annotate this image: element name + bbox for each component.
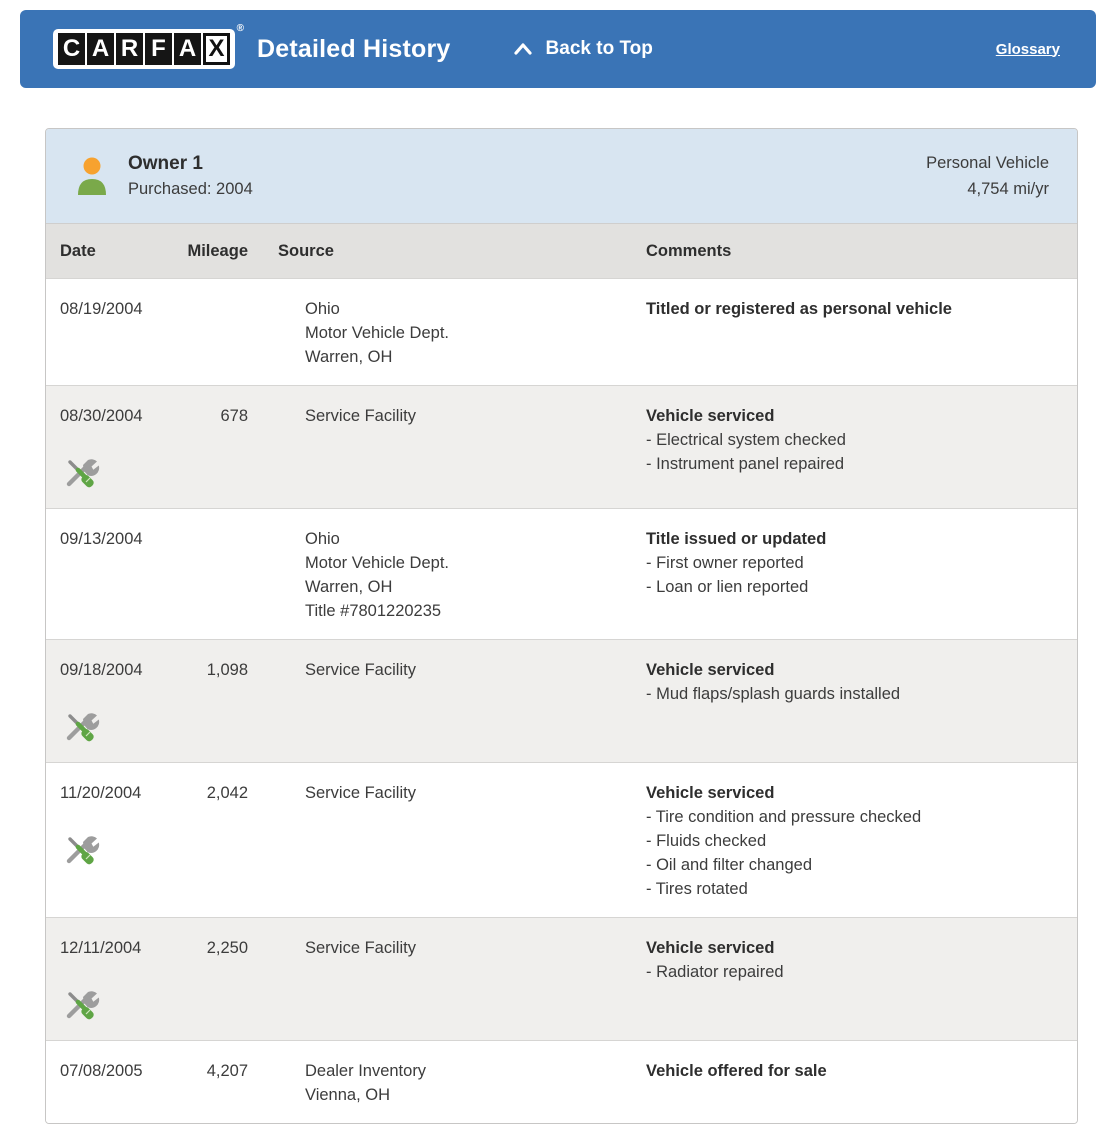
row-source: [260, 404, 630, 492]
service-wrench-icon: [60, 706, 100, 746]
source-line: Vienna, OH: [305, 1086, 390, 1104]
history-row: [46, 762, 1077, 917]
row-mileage: [180, 297, 260, 369]
back-to-top-button[interactable]: [513, 38, 653, 60]
owner-vehicle-type: Personal Vehicle: [926, 154, 1049, 172]
owner-miles-per-year: 4,754 mi/yr: [967, 180, 1049, 198]
row-mileage: 2,042: [206, 784, 248, 802]
back-to-top-label: Back to Top: [545, 38, 653, 59]
page-title: Detailed History: [257, 34, 451, 63]
history-row: [46, 917, 1077, 1040]
comment-detail-line: - Instrument panel repaired: [646, 455, 845, 473]
history-row: [46, 639, 1077, 762]
column-header-mileage: Mileage: [187, 241, 248, 260]
row-date: 09/18/2004: [60, 661, 143, 679]
chevron-up-icon: [513, 42, 533, 56]
row-comment-title: Titled or registered as personal vehicle: [646, 300, 952, 318]
source-line: Service Facility: [305, 407, 416, 425]
row-comment-title: Vehicle serviced: [646, 407, 775, 425]
owner-history-card: [45, 128, 1078, 1124]
comment-detail-line: - Oil and filter changed: [646, 856, 813, 874]
row-date: 08/30/2004: [60, 407, 143, 425]
row-comment-title: Vehicle offered for sale: [646, 1062, 827, 1080]
history-row: [46, 508, 1077, 639]
source-line: Warren, OH: [305, 578, 393, 596]
history-row: [46, 385, 1077, 508]
row-source: [260, 297, 630, 369]
row-source: [260, 781, 630, 901]
comment-detail-line: - First owner reported: [646, 554, 804, 572]
row-date: 08/19/2004: [60, 300, 143, 318]
row-source: [260, 527, 630, 623]
logo-letter: F: [145, 33, 172, 65]
source-line: Service Facility: [305, 939, 416, 957]
row-comment-details: [646, 960, 1077, 984]
row-mileage: [180, 527, 260, 623]
row-comment-title: Vehicle serviced: [646, 661, 775, 679]
source-line: Title #7801220235: [305, 602, 442, 620]
row-source: [260, 1059, 630, 1107]
owner-purchased: Purchased: 2004: [128, 180, 253, 198]
row-date: 09/13/2004: [60, 530, 143, 548]
row-comments: [630, 527, 1077, 623]
row-source: [260, 658, 630, 746]
source-line: Motor Vehicle Dept.: [305, 554, 449, 572]
row-comment-title: Title issued or updated: [646, 530, 827, 548]
row-comments: [630, 936, 1077, 1024]
row-mileage: 2,250: [206, 939, 248, 957]
owner-person-icon: [74, 155, 110, 197]
history-rows: [46, 278, 1077, 1123]
comment-detail-line: - Electrical system checked: [646, 431, 846, 449]
column-header-source: Source: [278, 241, 334, 260]
row-date: 12/11/2004: [60, 939, 142, 957]
row-mileage: 1,098: [206, 661, 248, 679]
logo-letter: A: [87, 33, 114, 65]
comment-detail-line: - Mud flaps/splash guards installed: [646, 685, 901, 703]
service-wrench-icon: [60, 984, 100, 1024]
row-comment-details: [646, 682, 1077, 706]
history-row: [46, 1040, 1077, 1123]
comment-detail-line: - Tire condition and pressure checked: [646, 808, 922, 826]
history-row: [46, 278, 1077, 385]
row-source: [260, 936, 630, 1024]
source-line: Ohio: [305, 300, 340, 318]
registered-trademark-icon: ®: [236, 23, 244, 34]
comment-detail-line: - Radiator repaired: [646, 963, 784, 981]
logo-letter: R: [116, 33, 143, 65]
column-header-date: Date: [60, 241, 96, 260]
service-wrench-icon: [60, 452, 100, 492]
row-date: 11/20/2004: [60, 784, 142, 802]
row-comment-title: Vehicle serviced: [646, 939, 775, 957]
row-comments: [630, 781, 1077, 901]
row-comment-details: [646, 805, 1077, 901]
row-comment-title: Vehicle serviced: [646, 784, 775, 802]
logo-letter: A: [174, 33, 201, 65]
row-mileage: 4,207: [206, 1062, 248, 1080]
comment-detail-line: - Loan or lien reported: [646, 578, 809, 596]
source-line: Motor Vehicle Dept.: [305, 324, 449, 342]
detailed-history-header: [20, 10, 1096, 88]
row-mileage: 678: [220, 407, 248, 425]
row-date: 07/08/2005: [60, 1062, 143, 1080]
row-comments: [630, 404, 1077, 492]
owner-summary-band: [46, 129, 1077, 223]
service-wrench-icon: [60, 829, 100, 869]
source-line: Warren, OH: [305, 348, 393, 366]
logo-letter: C: [58, 33, 85, 65]
glossary-link[interactable]: Glossary: [995, 40, 1060, 58]
row-comments: [630, 297, 1077, 369]
comment-detail-line: - Tires rotated: [646, 880, 748, 898]
comment-detail-line: - Fluids checked: [646, 832, 767, 850]
row-comment-details: [646, 551, 1077, 599]
source-line: Service Facility: [305, 784, 416, 802]
column-header-comments: Comments: [646, 241, 732, 260]
history-table-header: [46, 223, 1077, 278]
source-line: Ohio: [305, 530, 340, 548]
logo-letter-x: X: [203, 33, 230, 65]
owner-title: Owner 1: [128, 153, 203, 174]
row-comments: [630, 1059, 1077, 1107]
row-comments: [630, 658, 1077, 746]
source-line: Dealer Inventory: [305, 1062, 427, 1080]
row-comment-details: [646, 428, 1077, 476]
carfax-logo: [53, 23, 244, 69]
source-line: Service Facility: [305, 661, 416, 679]
